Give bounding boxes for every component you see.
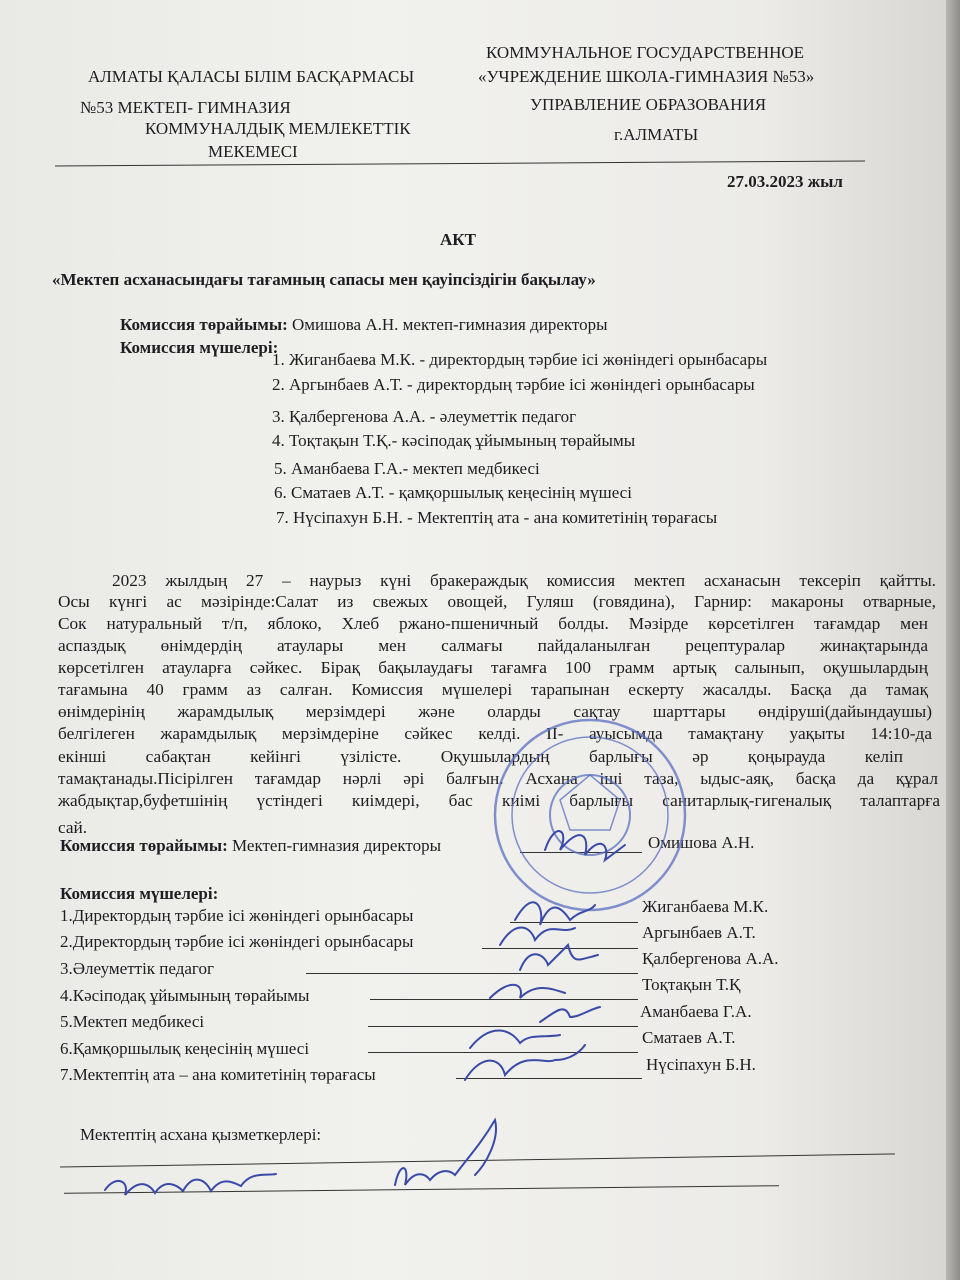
- sign-member-name: Аргынбаев А.Т.: [642, 923, 756, 942]
- header-left-line: АЛМАТЫ ҚАЛАСЫ БІЛІМ БАСҚАРМАСЫ: [88, 67, 415, 86]
- sign-member-role: 5.Мектеп медбикесі: [60, 1012, 205, 1031]
- signature-line: [510, 922, 638, 923]
- sign-chair-role: Мектеп-гимназия директоры: [227, 836, 442, 855]
- sign-member-name: Сматаев А.Т.: [642, 1028, 736, 1047]
- header-left-line: №53 МЕКТЕП- ГИМНАЗИЯ: [80, 98, 291, 117]
- header-right-line: КОММУНАЛЬНОЕ ГОСУДАРСТВЕННОЕ: [486, 43, 805, 62]
- header-left-line: МЕКЕМЕСІ: [208, 142, 298, 161]
- list-item: 2. Аргынбаев А.Т. - директордың тәрбие ісі жөніндегі орынбасары: [272, 375, 755, 394]
- sign-member-name: Тоқтақын Т.Қ: [642, 975, 741, 994]
- body-line: белгілеген жарамдылық мерзімдеріне сәйкес келді. II- ауысымда тамақтану уақыты 14:10-да: [58, 724, 932, 743]
- list-item: 3. Қалбергенова А.А. - әлеуметтік педагог: [272, 407, 577, 426]
- sign-chair-label: Комиссия төрайымы:: [60, 836, 228, 855]
- signature-line: [370, 999, 638, 1000]
- list-item: 7. Нүсіпахун Б.Н. - Мектептің ата - ана комитетінің төрағасы: [276, 508, 718, 527]
- chair-label: Комиссия төрайымы:: [120, 315, 288, 334]
- sign-member-role: 7.Мектептің ата – ана комитетінің төрағасы: [60, 1065, 376, 1084]
- body-line: Сок натуральный т/п, яблоко, Хлеб ржано-пшеничный болды. Мәзірде көрсетілген тағамдар мен: [58, 614, 928, 633]
- body-line: көрсетілген атауларға сәйкес. Бірақ бақылаудағы тағамға 100 грамм артық салынып, оқушылардың: [58, 658, 928, 677]
- header-right-line: «УЧРЕЖДЕНИЕ ШКОЛА-ГИМНАЗИЯ №53»: [478, 67, 815, 86]
- sign-member-name: Нүсіпахун Б.Н.: [646, 1055, 756, 1074]
- chair-value: Омишова А.Н. мектеп-гимназия директоры: [287, 315, 608, 334]
- sign-chair-name: Омишова А.Н.: [648, 833, 755, 852]
- document-title: АКТ: [440, 230, 476, 249]
- body-line: аспаздық өнімдердің атаулары мен салмағы пайдаланылған рецептуралар жинақтарында: [58, 636, 928, 655]
- body-line: Осы күнгі ас мәзірінде:Салат из свежых овощей, Гуляш (говядина), Гарнир: макароны отварные,: [58, 592, 936, 611]
- signature-line: [306, 973, 638, 974]
- sign-member-name: Қалбергенова А.А.: [642, 949, 779, 968]
- sign-chair: [60, 836, 441, 856]
- sign-member-role: 2.Директордың тәрбие ісі жөніндегі орынбасары: [60, 932, 414, 951]
- body-line: өнімдерінің жарамдылық мерзімдері және оларды сақтау шарттары өндіруші(дайындаушы): [58, 702, 932, 721]
- body-line: жабдықтар,буфетшінің үстіндегі киімдері, бас киімі барлығы санитарлық-гигеналық талаптарға: [58, 791, 940, 810]
- header-right-line: г.АЛМАТЫ: [614, 125, 699, 144]
- body-line: 2023 жылдың 27 – наурыз күні бракераждық комиссия мектеп асханасын тексеріп қайтты.: [112, 571, 936, 590]
- signature-line: [482, 948, 638, 949]
- table-edge: [946, 0, 960, 1280]
- signature-line: [368, 1026, 638, 1027]
- list-item: 5. Аманбаева Г.А.- мектеп медбикесі: [274, 459, 540, 478]
- sign-member-name: Жиганбаева М.К.: [642, 897, 769, 916]
- signature-line: [456, 1078, 642, 1079]
- header-left-line: КОММУНАЛДЫҚ МЕМЛЕКЕТТІК: [145, 119, 411, 138]
- sign-member-name: Аманбаева Г.А.: [640, 1002, 752, 1021]
- commission-chair: [120, 315, 608, 335]
- body-line: екінші сабақтан кейінгі үзілісте. Оқушылардың барлығы әр қоңырауда келіп: [58, 747, 903, 766]
- list-item: 6. Сматаев А.Т. - қамқоршылық кеңесінің мүшесі: [274, 483, 632, 502]
- document-date: 27.03.2023 жыл: [727, 172, 843, 191]
- body-line: тағамына 40 грамм аз салған. Комиссия мүшелері тарапынан ескерту жасалды. Басқа да тамақ: [58, 680, 928, 699]
- sign-member-role: 6.Қамқоршылық кеңесінің мүшесі: [60, 1039, 310, 1058]
- members-label: Комиссия мүшелері:: [120, 338, 279, 357]
- body-line: сай.: [58, 818, 88, 837]
- list-item: 1. Жиганбаева М.К. - директордың тәрбие ісі жөніндегі орынбасары: [272, 350, 768, 369]
- sign-member-role: 1.Директордың тәрбие ісі жөніндегі орынбасары: [60, 906, 414, 925]
- signature-line: [368, 1052, 638, 1053]
- sign-member-role: 4.Кәсіподақ ұйымының төрайымы: [60, 986, 310, 1005]
- body-line: тамақтанады.Пісірілген тағамдар нәрлі әрі балғын. Асхана іші таза, ыдыс-аяқ, басқа да құрал: [58, 769, 938, 788]
- list-item: 4. Тоқтақын Т.Қ.- кәсіподақ ұйымының төрайымы: [272, 431, 636, 450]
- sign-members-label: Комиссия мүшелері:: [60, 884, 219, 903]
- sign-member-role: 3.Әлеуметтік педагог: [60, 959, 214, 978]
- signature-line: [520, 852, 642, 853]
- header-right-line: УПРАВЛЕНИЕ ОБРАЗОВАНИЯ: [530, 95, 767, 114]
- staff-label: Мектептің асхана қызметкерлері:: [80, 1125, 322, 1144]
- document-subtitle: «Мектеп асханасындағы тағамның сапасы мен қауіпсіздігін бақылау»: [52, 270, 596, 289]
